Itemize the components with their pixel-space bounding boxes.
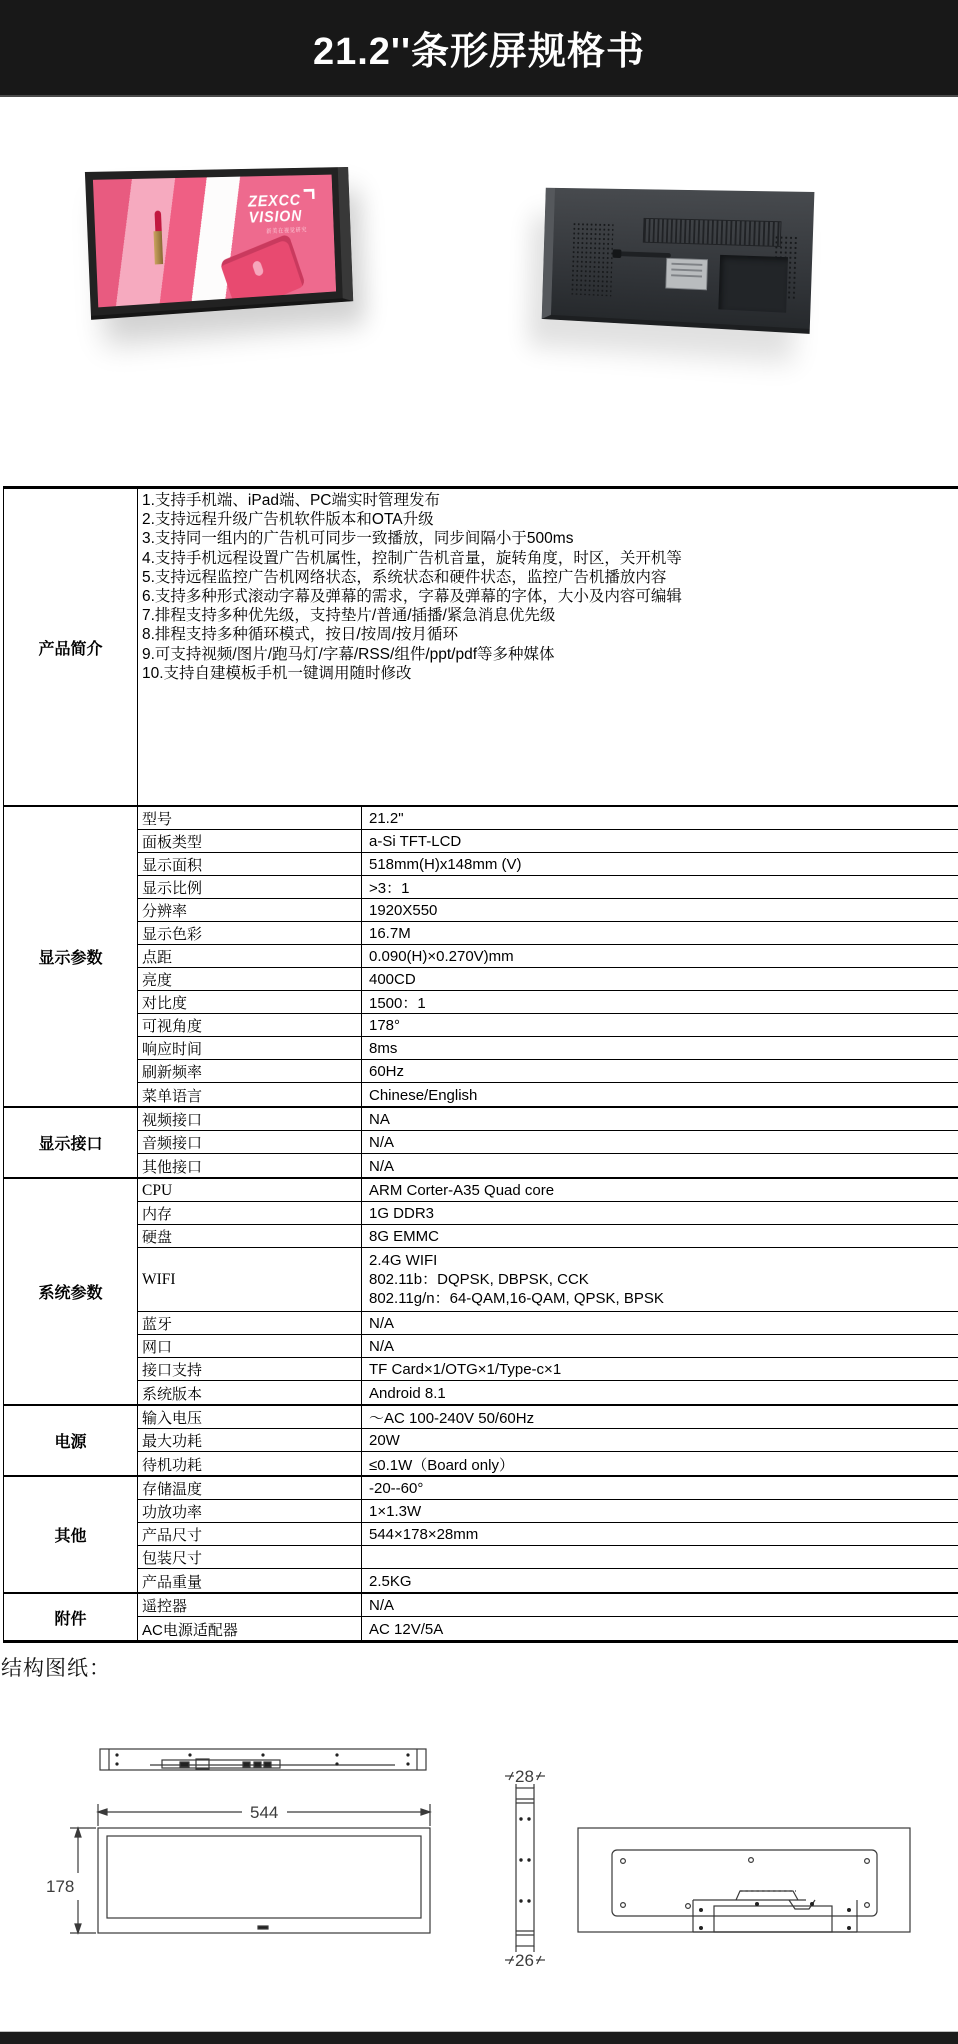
spec-row <box>138 1594 958 1617</box>
spec-name: 分辨率 <box>138 899 362 921</box>
spec-value: 1×1.3W <box>369 1503 422 1520</box>
page-footer <box>0 2031 958 2044</box>
rear-cavity <box>718 255 788 313</box>
spec-row <box>138 945 958 968</box>
spec-value: ARM Corter-A35 Quad core <box>369 1182 555 1199</box>
spec-value: 8G EMMC <box>369 1228 440 1245</box>
spec-section-intro <box>4 489 958 805</box>
drawings-title: 结构图纸： <box>1 1656 111 1680</box>
spec-name: 硬盘 <box>138 1225 362 1247</box>
spec-row <box>138 899 958 922</box>
spec-section-accessories <box>4 1592 958 1640</box>
spec-row <box>138 991 958 1014</box>
product-photo-back <box>542 188 815 334</box>
spec-value: NA <box>369 1111 390 1128</box>
spec-value: Android 8.1 <box>369 1384 446 1402</box>
spec-name: 点距 <box>138 945 362 967</box>
spec-value: 21.2" <box>369 810 404 827</box>
spec-value-line: 2.4G WIFI <box>369 1252 438 1269</box>
feature-line: 10.支持自建模板手机一键调用随时修改 <box>142 664 412 682</box>
spec-name: 刷新频率 <box>138 1060 362 1082</box>
feature-line: 5.支持远程监控广告机网络状态，系统状态和硬件状态，监控广告机播放内容 <box>142 568 667 586</box>
spec-name: WIFI <box>138 1248 362 1311</box>
section-body-accessories <box>138 1594 958 1640</box>
structure-drawings-svg <box>0 1688 958 2018</box>
feature-line: 3.支持同一组内的广告机可同步一致播放，同步间隔小于500ms <box>142 530 574 548</box>
spec-value: 178° <box>369 1017 401 1034</box>
spec-name: 音频接口 <box>138 1131 362 1153</box>
spec-name: 显示比例 <box>138 876 362 898</box>
spec-row <box>138 1179 958 1202</box>
spec-row <box>138 876 958 899</box>
section-body-system <box>138 1179 958 1404</box>
structure-drawings <box>0 1688 958 2018</box>
feature-line: 4.支持手机远程设置广告机属性，控制广告机音量，旋转角度，时区，关开机等 <box>142 549 682 567</box>
section-label-accessories: 附件 <box>4 1594 138 1640</box>
spec-row <box>138 1569 958 1592</box>
vent-grille <box>643 218 782 247</box>
spec-row <box>138 1083 958 1106</box>
spec-row <box>138 1381 958 1404</box>
spec-name: 内存 <box>138 1202 362 1224</box>
spec-section-display <box>4 805 958 1106</box>
spec-row <box>138 1014 958 1037</box>
spec-row <box>138 1406 958 1429</box>
spec-value: 2.5KG <box>369 1572 412 1590</box>
spec-value: ～AC 100-240V 50/60Hz <box>369 1410 535 1427</box>
spec-row <box>138 1523 958 1546</box>
spec-row <box>138 1335 958 1358</box>
spec-row <box>138 807 958 830</box>
antenna-graphic <box>620 251 671 258</box>
section-label-display: 显示参数 <box>4 807 138 1106</box>
spec-row <box>138 853 958 876</box>
spec-value: N/A <box>369 1157 395 1175</box>
spec-value: ≤0.1W（Board only） <box>369 1456 514 1474</box>
spec-row <box>138 1108 958 1131</box>
dim-front-height: 178 <box>46 1877 75 1896</box>
page-header <box>0 0 958 97</box>
spec-section-interfaces <box>4 1106 958 1177</box>
spec-name: 菜单语言 <box>138 1083 362 1106</box>
spec-name: 对比度 <box>138 991 362 1013</box>
spec-row <box>138 1202 958 1225</box>
spec-name: 可视角度 <box>138 1014 362 1036</box>
spec-name: 待机功耗 <box>138 1452 362 1475</box>
spec-table <box>3 486 958 1643</box>
dim-side-bottom: 26 <box>515 1951 534 1970</box>
lipstick-base-graphic <box>154 231 164 265</box>
spec-name: 输入电压 <box>138 1406 362 1428</box>
spec-name: 遥控器 <box>138 1594 362 1616</box>
corner-bracket-graphic <box>304 189 315 199</box>
product-photos <box>0 100 958 480</box>
drawing-side-view <box>505 1772 545 1964</box>
spec-row <box>138 830 958 853</box>
spec-value <box>362 1557 958 1558</box>
spec-value: TF Card×1/OTG×1/Type-c×1 <box>369 1361 562 1378</box>
screen-brand-line2: VISION <box>248 206 303 227</box>
spec-value: N/A <box>369 1315 395 1332</box>
spec-name: 包装尺寸 <box>138 1546 362 1568</box>
screen-brand-line1: ZEXCC <box>247 190 302 211</box>
spec-value: a-Si TFT-LCD <box>369 833 462 850</box>
spec-row <box>138 1225 958 1248</box>
spec-section-power <box>4 1404 958 1475</box>
spec-row <box>138 1617 958 1640</box>
section-label-other: 其他 <box>4 1477 138 1592</box>
spec-row <box>138 1037 958 1060</box>
spec-value: Chinese/English <box>369 1086 478 1104</box>
spec-value: 400CD <box>369 971 416 988</box>
spec-value: 1G DDR3 <box>369 1205 435 1222</box>
spec-name: 响应时间 <box>138 1037 362 1059</box>
drawing-top-view <box>100 1749 426 1770</box>
spec-row <box>138 1546 958 1569</box>
spec-row <box>138 1154 958 1177</box>
spec-row <box>138 1060 958 1083</box>
section-label-system: 系统参数 <box>4 1179 138 1404</box>
section-label-power: 电源 <box>4 1406 138 1475</box>
spec-name: 网口 <box>138 1335 362 1357</box>
spec-value: 20W <box>369 1432 400 1449</box>
spec-value: AC 12V/5A <box>369 1620 444 1638</box>
spec-value: N/A <box>369 1338 395 1355</box>
spec-name: 面板类型 <box>138 830 362 852</box>
spec-section-other <box>4 1475 958 1592</box>
spec-name: 功放功率 <box>138 1500 362 1522</box>
spec-value: >3：1 <box>369 880 410 897</box>
spec-value: 518mm(H)x148mm (V) <box>369 856 522 873</box>
feature-line: 6.支持多种形式滚动字幕及弹幕的需求，字幕及弹幕的字体，大小及内容可编辑 <box>142 588 682 606</box>
spec-name: 产品尺寸 <box>138 1523 362 1545</box>
spec-name: 产品重量 <box>138 1569 362 1592</box>
speaker-grille-left <box>570 222 613 297</box>
spec-name: 最大功耗 <box>138 1429 362 1451</box>
spec-row <box>138 1477 958 1500</box>
spec-value <box>362 1248 958 1311</box>
spec-row <box>138 1429 958 1452</box>
spec-value: 0.090(H)×0.270V)mm <box>369 948 514 965</box>
spec-row <box>138 922 958 945</box>
spec-row <box>138 1358 958 1381</box>
spec-row <box>138 1312 958 1335</box>
page-title: 21.2''条形屏规格书 <box>312 31 646 73</box>
spec-name: 存储温度 <box>138 1477 362 1499</box>
dim-front-width: 544 <box>250 1803 279 1822</box>
screen-tagline-text: 新美在视觉研究 <box>266 227 308 235</box>
spec-value: 544×178×28mm <box>369 1526 479 1543</box>
feature-line: 9.可支持视频/图片/跑马灯/字幕/RSS/组件/ppt/pdf等多种媒体 <box>142 645 555 663</box>
spec-row <box>138 1500 958 1523</box>
spec-name: 其他接口 <box>138 1154 362 1177</box>
spec-name: 蓝牙 <box>138 1312 362 1334</box>
spec-name: 显示面积 <box>138 853 362 875</box>
section-body-intro <box>138 489 958 805</box>
spec-name: 亮度 <box>138 968 362 990</box>
spec-value-line: 802.11b：DQPSK, DBPSK, CCK <box>369 1271 589 1288</box>
spec-value: 60Hz <box>369 1063 405 1080</box>
spec-value: 8ms <box>369 1040 398 1057</box>
spec-value: -20--60° <box>369 1480 424 1497</box>
section-label-interfaces: 显示接口 <box>4 1108 138 1177</box>
rear-label <box>666 259 707 290</box>
spec-value: 1920X550 <box>369 902 438 919</box>
spec-value: N/A <box>369 1134 395 1151</box>
feature-line: 8.排程支持多种循环模式，按日/按周/按月循环 <box>142 626 459 644</box>
spec-name: 系统版本 <box>138 1381 362 1404</box>
spec-row <box>138 1248 958 1312</box>
front-screen-content <box>93 175 336 308</box>
spec-row <box>138 1452 958 1475</box>
feature-line: 7.排程支持多种优先级，支持垫片/普通/插播/紧急消息优先级 <box>142 607 556 625</box>
feature-line: 2.支持远程升级广告机软件版本和OTA升级 <box>142 511 434 529</box>
spec-row <box>138 1131 958 1154</box>
drawing-back-view <box>578 1828 910 1932</box>
spec-value: 16.7M <box>369 925 411 942</box>
section-body-other <box>138 1477 958 1592</box>
spec-section-system <box>4 1177 958 1404</box>
spec-name: CPU <box>138 1179 362 1201</box>
product-photo-front <box>85 167 353 320</box>
spec-value: N/A <box>369 1597 395 1614</box>
spec-name: 显示色彩 <box>138 922 362 944</box>
section-body-interfaces <box>138 1108 958 1177</box>
feature-line: 1.支持手机端、iPad端、PC端实时管理发布 <box>142 492 440 509</box>
dim-side-top: 28 <box>515 1767 534 1786</box>
section-label-intro: 产品简介 <box>4 489 138 805</box>
spec-name: AC电源适配器 <box>138 1617 362 1640</box>
spec-value: 1500：1 <box>369 995 426 1012</box>
drawing-front-view <box>70 1804 430 1933</box>
spec-value-line: 802.11g/n：64-QAM,16-QAM, QPSK, BPSK <box>369 1290 664 1307</box>
spec-row <box>138 968 958 991</box>
spec-name: 视频接口 <box>138 1108 362 1130</box>
screen-brand-text <box>248 192 303 226</box>
spec-name: 接口支持 <box>138 1358 362 1380</box>
section-body-power <box>138 1406 958 1475</box>
spec-name: 型号 <box>138 807 362 829</box>
section-body-display <box>138 807 958 1106</box>
